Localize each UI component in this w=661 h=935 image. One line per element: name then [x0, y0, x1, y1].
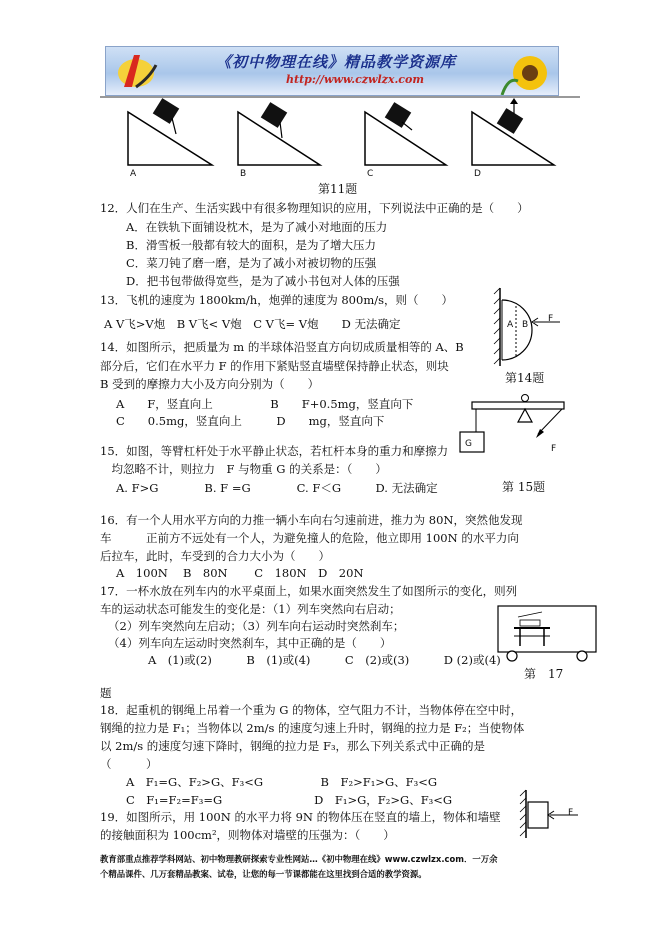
fig14-diagram [494, 288, 564, 368]
fig14-caption: 第14题 [505, 371, 545, 385]
header-rule [100, 96, 580, 98]
q14-line1: 14．如图所示，把质量为 m 的半球体沿竖直方向切成质量相等的 A、B [100, 340, 464, 354]
fig14-label-b: B [522, 320, 529, 330]
fig15-label-g: G [465, 439, 472, 449]
q17-line2: 车的运动状态可能发生的变化是：（1）列车突然向右启动； [100, 602, 401, 616]
q16-line1: 16．有一个人用水平方向的力推一辆小车向右匀速前进，推力为 80N，突然他发现 [100, 513, 523, 527]
q14-options-ab: A F，竖直向上 B F+0.5mg，竖直向下 [116, 397, 414, 411]
q13-stem: 13．飞机的速度为 1800km/h，炮弹的速度为 800m/s，则（ ） [100, 293, 453, 307]
footer-line1: 教育部重点推荐学科网站、初中物理教研探索专业性网站…《初中物理在线》www.czwlzx.com．一万余 [100, 854, 498, 864]
sunflower-icon [498, 47, 558, 95]
q15-line1: 15．如图，等臂杠杆处于水平静止状态，若杠杆本身的重力和摩擦力 [100, 444, 449, 458]
q18-options-ab: A F₁=G、F₂>G、F₃<G B F₂>F₁>G、F₃<G [126, 775, 438, 789]
q17-line3: （2）列车突然向左启动；（3）列车向右运动时突然刹车； [108, 619, 405, 633]
q17-line1: 17．一杯水放在列车内的水平桌面上，如果水面突然发生了如图所示的变化，则列 [100, 584, 518, 598]
fig17-diagram [496, 604, 601, 664]
q14-options-cd: C 0.5mg，竖直向上 D mg，竖直向下 [116, 414, 385, 428]
q18-line2: 钢绳的拉力是 F₁；当物体以 2m/s 的速度匀速上升时，钢绳的拉力是 F₂；当使物体 [100, 721, 525, 735]
banner-title: 《初中物理在线》精品教学资源库 [216, 53, 457, 71]
fig11-diagram [120, 100, 560, 180]
fig19-diagram [516, 790, 586, 840]
logo-icon [106, 47, 166, 95]
fig17-caption: 第 17 [524, 667, 564, 681]
q17-options: A (1)或(2) B (1)或(4) C (2)或(3) D (2)或(4) [148, 653, 501, 667]
q13-options: A V飞>V炮 B V飞< V炮 C V飞= V炮 D 无法确定 [104, 317, 401, 331]
q18-line1: 18．起重机的钢绳上吊着一个重为 G 的物体，空气阻力不计，当物体停在空中时， [100, 703, 523, 717]
fig15-label-f: F [551, 444, 557, 454]
header-banner [105, 46, 559, 96]
q17-line4: （4）列车向左运动时突然刹车，其中正确的是（ ） [108, 636, 392, 650]
fig15-diagram [458, 394, 568, 484]
fig11-caption: 第11题 [318, 182, 358, 196]
q12-stem: 12．人们在生产、生活实践中有很多物理知识的应用，下列说法中正确的是（ ） [100, 201, 529, 215]
q15-line2: 均忽略不计，则拉力 F 与物重 G 的关系是：（ ） [100, 462, 387, 476]
q12-option-a: A．在铁轨下面铺设枕木，是为了减小对地面的压力 [126, 220, 388, 234]
q18-line4: （ ） [100, 757, 158, 771]
q14-line3: B 受到的摩擦力大小及方向分别为（ ） [100, 377, 320, 391]
q18-line3: 以 2m/s 的速度匀速下降时，钢绳的拉力是 F₃，那么下列关系式中正确的是 [100, 739, 486, 753]
q14-line2: 部分后，它们在水平力 F 的作用下紧贴竖直墙壁保持静止状态，则块 [100, 359, 449, 373]
banner-url[interactable]: http://www.czwlzx.com [286, 73, 424, 86]
fig11-label-b: B [240, 169, 247, 179]
fig15-caption: 第 15题 [502, 480, 546, 494]
q16-line2: 车 正前方不远处有一个人，为避免撞人的危险，他立即用 100N 的水平力向 [100, 531, 519, 545]
q19-line1: 19．如图所示，用 100N 的水平力将 9N 的物体压在竖直的墙上，物体和墙壁 [100, 810, 501, 824]
q12-option-c: C．菜刀钝了磨一磨，是为了减小对被切物的压强 [126, 256, 377, 270]
q16-options: A 100N B 80N C 180N D 20N [116, 566, 364, 580]
fig14-label-f: F [548, 314, 554, 324]
q15-options: A. F>G B. F =G C. F＜G D. 无法确定 [116, 481, 438, 495]
q16-line3: 后拉车，此时，车受到的合力大小为（ ） [100, 549, 330, 563]
q19-line2: 的接触面积为 100cm²，则物体对墙壁的压强为：（ ） [100, 828, 395, 842]
fig14-label-a: A [507, 320, 514, 330]
q12-option-d: D．把书包带做得宽些，是为了减小书包对人体的压强 [126, 274, 400, 288]
footer-line2: 个精品课件、几万套精品教案、试卷，让您的每一节课都能在这里找到合适的教学资源。 [100, 869, 427, 879]
fig19-label-f: F [568, 808, 574, 818]
fig11-label-d: D [474, 169, 481, 179]
q12-option-b: B．滑雪板一般都有较大的面积，是为了增大压力 [126, 238, 376, 252]
q17-tail: 题 [100, 686, 112, 700]
fig11-label-a: A [130, 169, 137, 179]
q18-options-cd: C F₁=F₂=F₃=G D F₁>G，F₂>G、F₃<G [126, 793, 453, 807]
fig11-label-c: C [367, 169, 374, 179]
